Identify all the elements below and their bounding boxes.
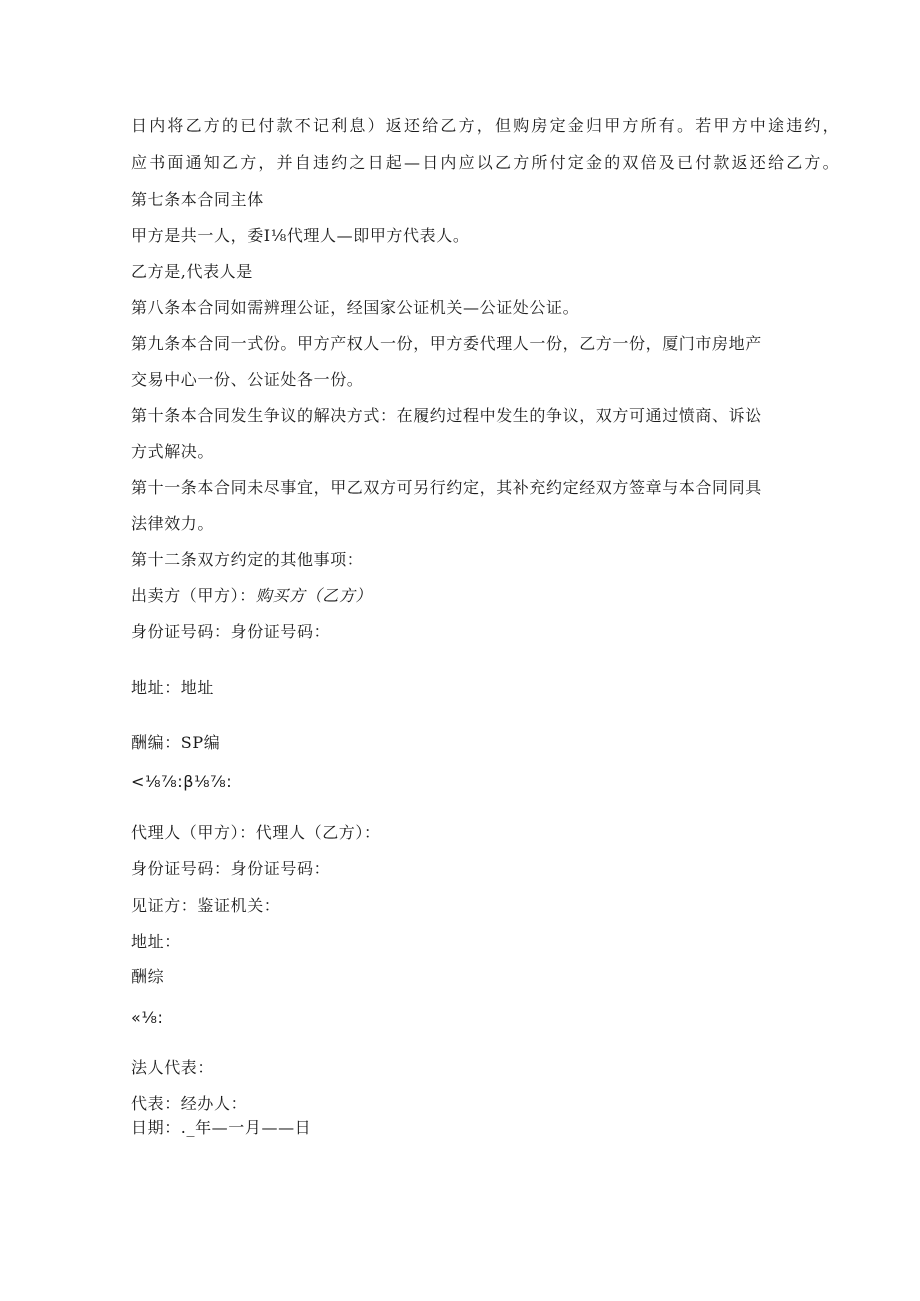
text-line-breach-clause: 应书面通知乙方，并自违约之日起—日内应以乙方所付定金的双倍及已付款返还给乙方。 xyxy=(131,153,841,172)
garbled-text-line-2: «⅛: xyxy=(131,1008,164,1027)
buyer-label: 购买方（乙方） xyxy=(255,586,373,605)
seller-label: 出卖方（甲方）： xyxy=(131,586,256,605)
text-line-party-b: 乙方是,代表人是 xyxy=(131,262,253,281)
article-11-text-cont: 法律效力。 xyxy=(131,514,215,533)
article-7-heading: 第七条本合同主体 xyxy=(131,190,264,209)
postcode-line-2: 酬综 xyxy=(131,967,165,986)
article-10-text-cont: 方式解决。 xyxy=(131,442,215,461)
date-line: 日期：._年—一月——日 xyxy=(131,1118,312,1137)
article-10-text: 第十条本合同发生争议的解决方式：在履约过程中发生的争议，双方可通过愤商、诉讼 xyxy=(131,406,762,425)
text-line-party-a: 甲方是共一人，委I⅛代理人—即甲方代表人。 xyxy=(131,226,470,245)
representative-handler-line: 代表：经办人： xyxy=(131,1094,248,1113)
garbled-text-line-1: <⅛⅞:β⅛⅞: xyxy=(131,772,233,791)
legal-representative-line: 法人代表： xyxy=(131,1058,215,1077)
article-9-text-cont: 交易中心一份、公证处各一份。 xyxy=(131,370,364,389)
article-11-text: 第十一条本合同未尽事宜，甲乙双方可另行约定，其补充约定经双方签章与本合同同具 xyxy=(131,478,762,497)
article-9-text: 第九条本合同一式份。甲方产权人一份，甲方委代理人一份，乙方一份，厦门市房地产 xyxy=(131,334,762,353)
article-8-text: 第八条本合同如需辨理公证，经国家公证机关—公证处公证。 xyxy=(131,298,580,317)
address-line-1: 地址：地址 xyxy=(131,678,215,697)
address-line-2: 地址： xyxy=(131,932,181,951)
agent-line: 代理人（甲方）：代理人（乙方）： xyxy=(131,823,381,842)
seller-buyer-line xyxy=(131,586,372,606)
article-12-heading: 第十二条双方约定的其他事项： xyxy=(131,550,364,569)
id-number-line-1: 身份证号码：身份证号码： xyxy=(131,622,331,641)
text-line-refund-clause: 日内将乙方的已付款不记利息）返还给乙方，但购房定金归甲方所有。若甲方中途违约， xyxy=(131,116,841,135)
id-number-line-2: 身份证号码：身份证号码： xyxy=(131,859,331,878)
postcode-line: 酬编：SP编 xyxy=(131,733,221,752)
witness-line: 见证方：鉴证机关： xyxy=(131,896,281,915)
